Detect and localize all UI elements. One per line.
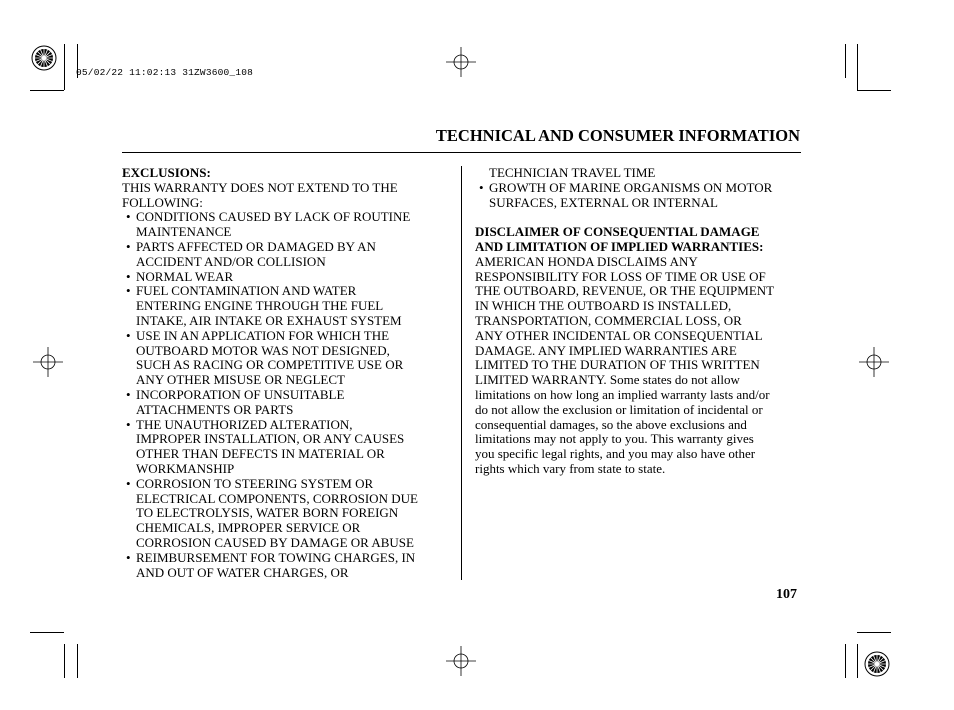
bullet-spacer <box>122 344 136 359</box>
list-item-text: REIMBURSEMENT FOR TOWING CHARGES, IN <box>136 549 416 565</box>
list-item-text: ANY OTHER MISUSE OR NEGLECT <box>136 372 345 388</box>
bullet-spacer <box>122 255 136 270</box>
list-item-line <box>122 270 452 285</box>
print-slug: 05/02/22 11:02:13 31ZW3600_108 <box>76 67 254 78</box>
list-item-line <box>475 181 805 196</box>
bullet-spacer <box>475 196 489 211</box>
disclaimer-heading-line: AND LIMITATION OF IMPLIED WARRANTIES: <box>475 238 764 254</box>
list-item-text: OTHER THAN DEFECTS IN MATERIAL OR <box>136 446 385 462</box>
bullet-spacer <box>122 432 136 447</box>
list-item-text: FUEL CONTAMINATION AND WATER <box>136 283 357 299</box>
list-item-text: MAINTENANCE <box>136 224 232 240</box>
bullet-icon: • <box>126 549 131 565</box>
crosshair-target-icon <box>859 347 889 377</box>
bullet-spacer <box>122 521 136 536</box>
list-item-text: USE IN AN APPLICATION FOR WHICH THE <box>136 327 390 343</box>
list-item-text: ENTERING ENGINE THROUGH THE FUEL <box>136 298 384 314</box>
bullet-spacer <box>122 492 136 507</box>
list-item-line <box>122 373 452 388</box>
list-item-text: CHEMICALS, IMPROPER SERVICE OR <box>136 520 361 536</box>
list-item-line <box>122 388 452 403</box>
disclaimer-body-line: limitations may not apply to you. This warranty gives <box>475 431 754 447</box>
list-item-line <box>122 462 452 477</box>
bullet-spacer <box>122 358 136 373</box>
exclusions-list-continued <box>475 181 805 211</box>
list-item-line <box>122 403 452 418</box>
list-item-text: IMPROPER INSTALLATION, OR ANY CAUSES <box>136 431 405 447</box>
bullet-spacer <box>122 314 136 329</box>
disclaimer-body-line: RESPONSIBILITY FOR LOSS OF TIME OR USE OF <box>475 268 766 284</box>
list-item <box>122 240 452 270</box>
list-item-text: ATTACHMENTS OR PARTS <box>136 401 294 417</box>
list-item-line <box>122 506 452 521</box>
exclusions-intro-line: FOLLOWING: <box>122 194 203 210</box>
bullet-icon: • <box>126 238 131 254</box>
list-item-line <box>475 196 805 211</box>
bullet-spacer <box>122 403 136 418</box>
registration-starburst-icon <box>864 651 890 677</box>
list-item-line <box>122 344 452 359</box>
list-item-line <box>122 447 452 462</box>
list-item-line <box>122 284 452 299</box>
crosshair-target-icon <box>446 47 476 77</box>
bullet-icon: • <box>126 475 131 491</box>
list-item-text: CORROSION TO STEERING SYSTEM OR <box>136 475 374 491</box>
bullet-spacer <box>122 299 136 314</box>
exclusions-heading: EXCLUSIONS: <box>122 165 211 180</box>
bullet-spacer <box>122 373 136 388</box>
list-item-line <box>122 314 452 329</box>
disclaimer-body-line: consequential damages, so the above exclusions and <box>475 416 747 432</box>
bullet-spacer <box>122 536 136 551</box>
list-item <box>122 477 452 551</box>
bullet-spacer <box>122 225 136 240</box>
list-item <box>122 388 452 418</box>
disclaimer-body-line: THE OUTBOARD, REVENUE, OR THE EQUIPMENT <box>475 283 775 299</box>
disclaimer-heading-line: DISCLAIMER OF CONSEQUENTIAL DAMAGE <box>475 224 760 240</box>
bullet-icon: • <box>126 386 131 402</box>
disclaimer-body-line: limitations on how long an implied warranty lasts and/or <box>475 386 770 402</box>
list-item <box>122 270 452 285</box>
list-item <box>122 329 452 388</box>
list-item-line <box>122 477 452 492</box>
list-item-line <box>122 225 452 240</box>
disclaimer-body-line: ANY OTHER INCIDENTAL OR CONSEQUENTIAL <box>475 327 763 343</box>
header-divider <box>122 152 801 153</box>
bullet-spacer <box>122 506 136 521</box>
list-item-line <box>122 255 452 270</box>
bullet-spacer <box>122 566 136 581</box>
page-number: 107 <box>776 587 797 602</box>
list-item-line <box>122 358 452 373</box>
list-item-line <box>122 536 452 551</box>
right-column <box>475 166 805 477</box>
crosshair-target-icon <box>33 347 63 377</box>
bullet-icon: • <box>126 268 131 284</box>
disclaimer-body-line: you specific legal rights, and you may also have other <box>475 446 756 462</box>
list-item-line <box>122 566 452 581</box>
list-item <box>122 551 452 581</box>
left-column <box>122 166 452 580</box>
list-item-continued: TECHNICIAN TRAVEL TIME <box>489 165 656 180</box>
list-item-line <box>122 551 452 566</box>
bullet-spacer <box>122 462 136 477</box>
list-item-text: ACCIDENT AND/OR COLLISION <box>136 253 326 269</box>
list-item-line <box>122 210 452 225</box>
list-item-text: NORMAL WEAR <box>136 268 234 284</box>
list-item-line <box>122 521 452 536</box>
disclaimer-body-line: IN WHICH THE OUTBOARD IS INSTALLED, <box>475 298 732 314</box>
disclaimer-body-line: LIMITED TO THE DURATION OF THIS WRITTEN <box>475 357 760 373</box>
disclaimer-body-line: AMERICAN HONDA DISCLAIMS ANY <box>475 253 698 269</box>
disclaimer-body-line: DAMAGE. ANY IMPLIED WARRANTIES ARE <box>475 342 737 358</box>
bullet-icon: • <box>479 179 484 195</box>
disclaimer-body-line: LIMITED WARRANTY. Some states do not allow <box>475 372 740 388</box>
list-item-text: ELECTRICAL COMPONENTS, CORROSION DUE <box>136 490 418 506</box>
disclaimer-body-line: do not allow the exclusion or limitation of incidental or <box>475 401 763 417</box>
column-divider <box>461 166 462 580</box>
exclusions-list <box>122 210 452 580</box>
list-item-text: WORKMANSHIP <box>136 460 235 476</box>
list-item-text: TO ELECTROLYSIS, WATER BORN FOREIGN <box>136 505 399 521</box>
list-item-text: CONDITIONS CAUSED BY LACK OF ROUTINE <box>136 209 411 225</box>
list-item-text: SUCH AS RACING OR COMPETITIVE USE OR <box>136 357 404 373</box>
list-item <box>475 181 805 211</box>
list-item-line <box>122 240 452 255</box>
list-item-line <box>122 492 452 507</box>
list-item-text: OUTBOARD MOTOR WAS NOT DESIGNED, <box>136 342 390 358</box>
bullet-icon: • <box>126 209 131 225</box>
bullet-icon: • <box>126 416 131 432</box>
crosshair-target-icon <box>446 646 476 676</box>
list-item <box>122 418 452 477</box>
list-item-text: INTAKE, AIR INTAKE OR EXHAUST SYSTEM <box>136 312 402 328</box>
disclaimer-body-line: rights which vary from state to state. <box>475 460 666 476</box>
registration-starburst-icon <box>31 45 57 71</box>
list-item-line <box>122 432 452 447</box>
paragraph-gap <box>475 210 805 225</box>
bullet-icon: • <box>126 327 131 343</box>
list-item-line <box>122 299 452 314</box>
list-item-text: CORROSION CAUSED BY DAMAGE OR ABUSE <box>136 534 414 550</box>
list-item-text: AND OUT OF WATER CHARGES, OR <box>136 564 349 580</box>
disclaimer-body-line: TRANSPORTATION, COMMERCIAL LOSS, OR <box>475 312 742 328</box>
list-item-line <box>122 329 452 344</box>
page-title: TECHNICAL AND CONSUMER INFORMATION <box>435 126 800 145</box>
list-item-line <box>122 418 452 433</box>
bullet-spacer <box>122 447 136 462</box>
list-item <box>122 284 452 328</box>
list-item-text: INCORPORATION OF UNSUITABLE <box>136 386 345 402</box>
list-item <box>122 210 452 240</box>
list-item-text: GROWTH OF MARINE ORGANISMS ON MOTOR <box>489 179 773 195</box>
list-item-text: SURFACES, EXTERNAL OR INTERNAL <box>489 194 718 210</box>
list-item-text: PARTS AFFECTED OR DAMAGED BY AN <box>136 238 376 254</box>
list-item-text: THE UNAUTHORIZED ALTERATION, <box>136 416 353 432</box>
disclaimer-body <box>475 255 805 477</box>
exclusions-intro-line: THIS WARRANTY DOES NOT EXTEND TO THE <box>122 179 398 195</box>
bullet-icon: • <box>126 283 131 299</box>
